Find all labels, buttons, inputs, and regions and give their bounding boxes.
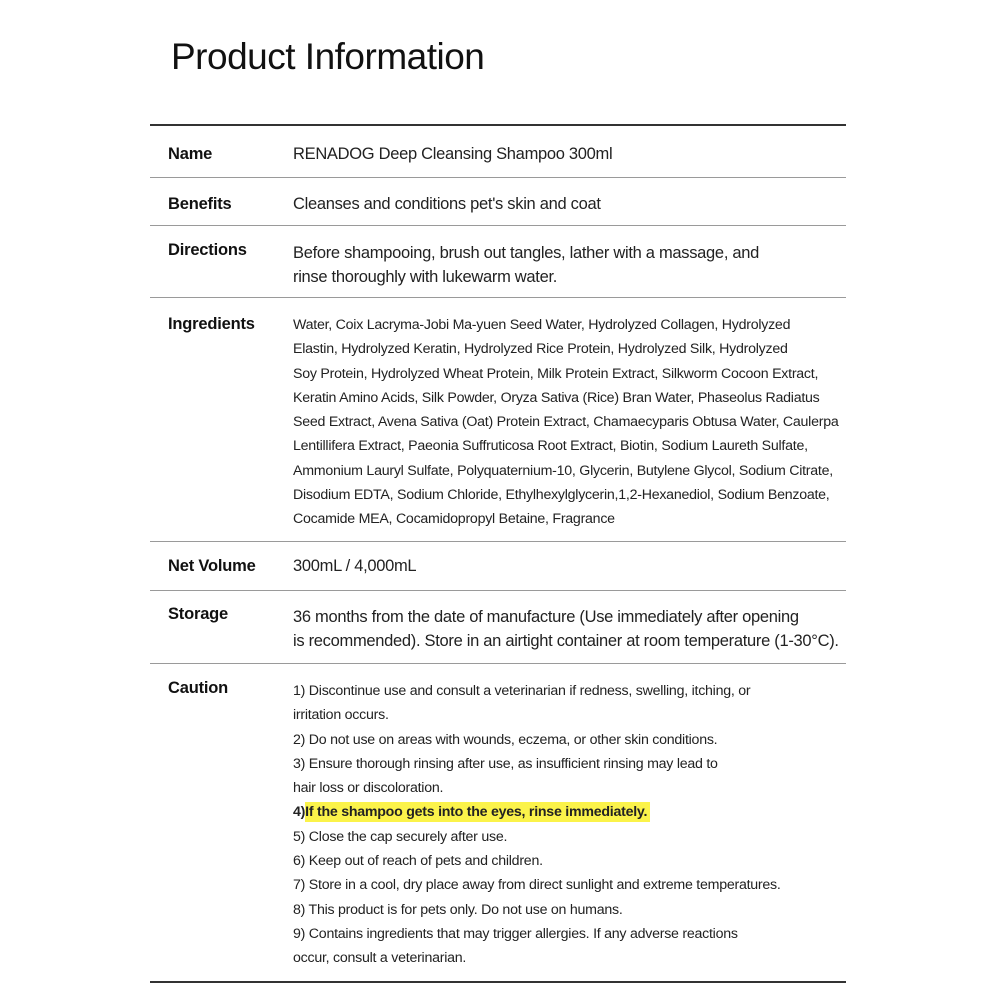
row-benefits xyxy=(150,178,846,226)
text-line: Before shampooing, brush out tangles, lather with a massage, and xyxy=(293,244,760,262)
row-value xyxy=(293,313,846,541)
ingredient-line: Cocamide MEA, Cocamidopropyl Betaine, Fragrance xyxy=(293,511,615,528)
row-storage xyxy=(150,591,846,664)
caution-line: irritation occurs. xyxy=(293,707,389,724)
ingredient-line: Soy Protein, Hydrolyzed Wheat Protein, Milk Protein Extract, Silkworm Cocoon Extract, xyxy=(293,365,819,382)
row-label: Ingredients xyxy=(168,315,255,333)
text-line: rinse thoroughly with lukewarm water. xyxy=(293,268,558,286)
row-label: Name xyxy=(168,145,213,163)
row-directions xyxy=(150,226,846,298)
caution-highlight-line xyxy=(293,800,846,824)
row-value xyxy=(293,605,846,663)
caution-line: 8) This product is for pets only. Do not use on humans. xyxy=(293,901,623,918)
row-label: Storage xyxy=(168,605,229,623)
ingredient-line: Water, Coix Lacryma-Jobi Ma-yuen Seed Water, Hydrolyzed Collagen, Hydrolyzed xyxy=(293,317,791,333)
caution-line: 7) Store in a cool, dry place away from direct sunlight and extreme temperatures. xyxy=(293,877,781,894)
caution-line: hair loss or discoloration. xyxy=(293,780,444,797)
text-line: 36 months from the date of manufacture (Use immediately after opening xyxy=(293,608,799,626)
row-label: Benefits xyxy=(168,195,232,213)
row-name xyxy=(150,126,846,178)
text-line: is recommended). Store in an airtight container at room temperature (1-30°C). xyxy=(293,632,839,650)
row-net-volume xyxy=(150,542,846,591)
caution-highlight-prefix: 4) xyxy=(293,804,306,821)
row-caution xyxy=(150,664,846,983)
ingredient-line: Ammonium Lauryl Sulfate, Polyquaternium-10, Glycerin, Butylene Glycol, Sodium Citrate, xyxy=(293,462,833,479)
caution-line: 2) Do not use on areas with wounds, eczema, or other skin conditions. xyxy=(293,731,718,748)
ingredient-line: Elastin, Hydrolyzed Keratin, Hydrolyzed Rice Protein, Hydrolyzed Silk, Hydrolyzed xyxy=(293,341,788,358)
caution-line: 6) Keep out of reach of pets and children. xyxy=(293,853,543,870)
ingredient-line: Disodium EDTA, Sodium Chloride, Ethylhexylglycerin,1,2-Hexanediol, Sodium Benzoate, xyxy=(293,487,830,504)
caution-line: 3) Ensure thorough rinsing after use, as insufficient rinsing may lead to xyxy=(293,755,718,772)
row-ingredients xyxy=(150,298,846,542)
row-value xyxy=(293,241,846,297)
row-label: Caution xyxy=(168,679,229,697)
product-info-table xyxy=(150,124,846,983)
ingredient-line: Lentillifera Extract, Paeonia Suffruticosa Root Extract, Biotin, Sodium Laureth Sulfate, xyxy=(293,438,808,455)
caution-line: 1) Discontinue use and consult a veterinarian if redness, swelling, itching, or xyxy=(293,683,751,699)
row-label: Directions xyxy=(168,241,247,259)
caution-line: 9) Contains ingredients that may trigger allergies. If any adverse reactions xyxy=(293,925,738,942)
row-value: 300mL / 4,000mL xyxy=(293,557,417,575)
row-value: Cleanses and conditions pet's skin and coat xyxy=(293,195,601,213)
page-title: Product Information xyxy=(171,36,485,77)
row-label: Net Volume xyxy=(168,557,256,575)
ingredient-line: Seed Extract, Avena Sativa (Oat) Protein Extract, Chamaecyparis Obtusa Water, Caulerpa xyxy=(293,414,839,431)
caution-line: occur, consult a veterinarian. xyxy=(293,950,467,967)
row-value: RENADOG Deep Cleansing Shampoo 300ml xyxy=(293,145,613,163)
row-value xyxy=(293,679,846,981)
caution-line: 5) Close the cap securely after use. xyxy=(293,828,508,845)
caution-highlight: If the shampoo gets into the eyes, rinse immediately. xyxy=(305,802,650,822)
ingredient-line: Keratin Amino Acids, Silk Powder, Oryza Sativa (Rice) Bran Water, Phaseolus Radiatus xyxy=(293,389,820,406)
